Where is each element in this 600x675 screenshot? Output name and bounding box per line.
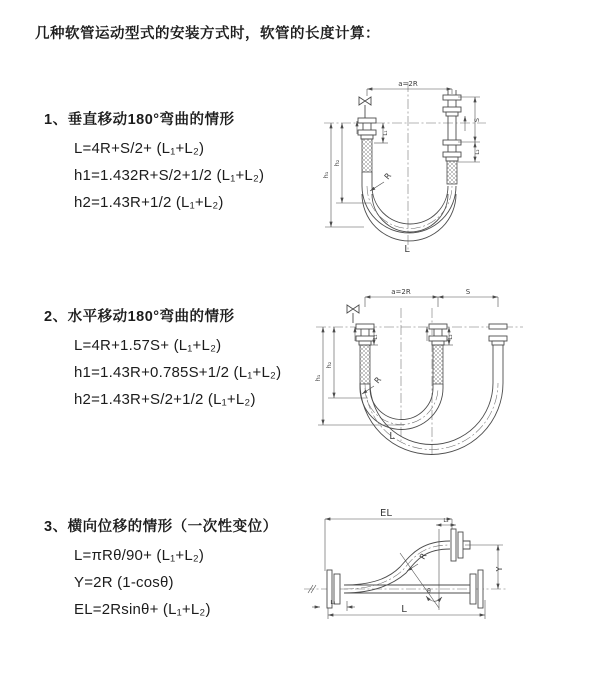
flange — [429, 336, 447, 341]
pipe-nut — [446, 157, 458, 161]
flange — [356, 324, 374, 329]
formula-line: h1=1.432R+S/2+1/2 (L₁+L₂) — [74, 167, 265, 184]
pipe-nut — [492, 341, 504, 345]
flange — [429, 324, 447, 329]
section-2-heading: 2、水平移动180°弯曲的情形 — [44, 309, 235, 325]
dim-label-h2: h₂ — [333, 159, 341, 167]
hose-curve-wall — [344, 541, 450, 585]
radius-label: R — [417, 551, 429, 561]
dim-label-s: S — [473, 117, 481, 123]
braided-hose-section — [360, 345, 370, 384]
section-2 — [44, 305, 281, 413]
section-3-formulas — [74, 542, 278, 623]
formula-line: L=4R+1.57S+ (L₁+L₂) — [74, 337, 222, 354]
section-1 — [44, 108, 264, 216]
formula-line: h2=1.43R+S/2+1/2 (L₁+L₂) — [74, 391, 256, 408]
braided-hose-section — [433, 345, 443, 384]
formula-line: L=4R+S/2+ (L₁+L₂) — [74, 140, 205, 157]
formula-line: Y=2R (1-cosθ) — [74, 574, 174, 591]
radius-label: R — [372, 375, 384, 386]
dim-label-l2: L₂ — [448, 334, 454, 340]
dim-label-l1: L₁ — [373, 334, 379, 340]
dim-label-y: Y — [495, 566, 504, 572]
flange — [451, 529, 456, 561]
length-label: L — [404, 244, 410, 255]
dim-label-s: S — [465, 288, 471, 296]
dim-label-a2r: a=2R — [398, 80, 418, 88]
flange — [443, 95, 461, 100]
section-3 — [44, 515, 278, 623]
flange — [356, 336, 374, 341]
formula-line: h1=1.43R+0.785S+1/2 (L₁+L₂) — [74, 364, 282, 381]
length-label: L — [401, 604, 407, 615]
dim-label-l2: L₂ — [443, 518, 449, 524]
radius-leader — [362, 386, 374, 394]
length-label: L — [389, 431, 395, 442]
hose-bend-inner — [372, 186, 448, 224]
section-1-formulas — [74, 135, 264, 216]
dim-label-l1: L₁ — [330, 600, 336, 606]
dim-label-l2: L₂ — [475, 149, 481, 155]
flange — [470, 574, 476, 604]
flange — [489, 324, 507, 329]
flange — [458, 532, 463, 558]
dim-label-el: EL — [380, 508, 392, 519]
hose-bend-inner — [370, 388, 433, 420]
braided-hose-section — [362, 139, 372, 172]
hose-bend-outer — [362, 186, 456, 233]
valve-icon — [347, 305, 359, 313]
section-1-heading: 1、垂直移动180°弯曲的情形 — [44, 112, 235, 128]
radius-line — [400, 553, 439, 608]
diagram-horizontal-180-bend — [308, 283, 600, 463]
flange — [478, 570, 483, 608]
flange — [443, 107, 461, 112]
pipe-nut — [359, 341, 371, 345]
radius-label: R — [382, 171, 394, 182]
section-2-formulas — [74, 332, 281, 413]
page-title: 几种软管运动型式的安装方式时，软管的长度计算： — [35, 26, 380, 42]
diagram-lateral-displacement — [298, 503, 594, 658]
angle-label: θ — [427, 588, 431, 595]
hose-curve-wall — [344, 549, 450, 593]
flange — [358, 118, 376, 123]
section-3-heading: 3、横向位移的情形（一次性变位） — [44, 519, 278, 535]
formula-line: EL=2Rsinθ+ (L₁+L₂) — [74, 601, 211, 618]
braided-hose-section — [447, 161, 457, 184]
pipe-nut — [446, 112, 458, 116]
formula-line: h2=1.43R+1/2 (L₁+L₂) — [74, 194, 224, 211]
dim-label-h1: h₁ — [314, 374, 322, 382]
flange — [443, 140, 461, 145]
diagram-vertical-180-bend — [308, 76, 600, 258]
dim-label-l1: L₁ — [383, 130, 389, 136]
flange — [489, 336, 507, 341]
hose-curve-centerline — [344, 545, 450, 589]
hose-bend-outer-shifted — [362, 194, 456, 241]
flange — [443, 152, 461, 157]
valve-icon — [359, 97, 371, 105]
dim-label-h2: h₂ — [325, 361, 333, 369]
flange — [358, 130, 376, 135]
pipe-nut — [432, 341, 444, 345]
dim-label-a2r: a=2R — [391, 288, 411, 296]
pipe-nut — [361, 135, 373, 139]
dim-label-h1: h₁ — [322, 171, 330, 179]
formula-line: L=πRθ/90+ (L₁+L₂) — [74, 547, 205, 564]
